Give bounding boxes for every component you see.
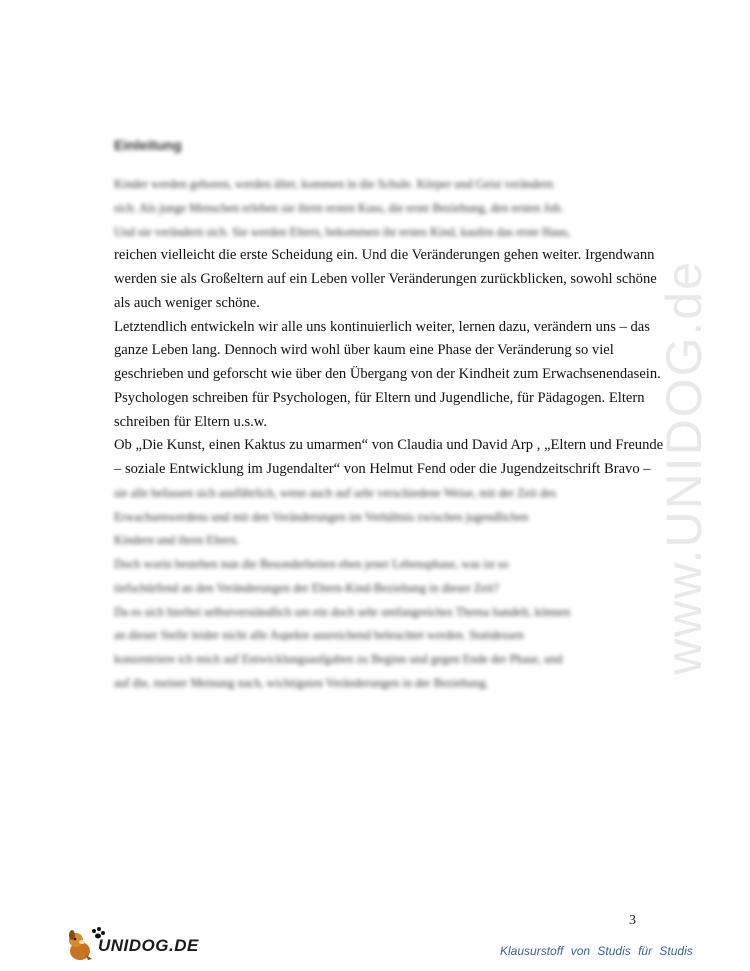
text-line: als auch weniger schöne.	[114, 294, 260, 311]
text-line: sie alle befassen sich ausführlich, wenn auch auf sehr verschiedene Weise, mit der Zeit des	[114, 485, 557, 500]
text-line: Letztendlich entwickeln wir alle uns kontinuierlich weiter, lernen dazu, verändern uns – das	[114, 318, 650, 335]
text-line: tiefschürfend an den Veränderungen der Eltern-Kind-Beziehung in dieser Zeit?	[114, 580, 499, 595]
text-line: Kindern und ihren Eltern.	[114, 533, 240, 548]
text-line: konzentriere ich mich auf Entwicklungsaufgaben zu Beginn und gegen Ende der Phase, und	[114, 652, 563, 666]
text-line: – soziale Entwicklung im Jugendalter“ von Helmut Fend oder die Jugendzeitschrift Bravo –	[114, 461, 651, 477]
text-line: werden sie als Großeltern auf ein Leben voller Veränderungen zurückblicken, sowohl schöne	[114, 271, 657, 287]
text-line: geschrieben und geforscht wie über den Übergang von der Kindheit zum Erwachsenendasein.	[114, 366, 661, 382]
text-line: Psychologen schreiben für Psychologen, für Eltern und Jugendliche, für Pädagogen. Eltern	[114, 389, 645, 406]
text-line: Kinder werden geboren, werden älter, kommen in die Schule. Körper und Geist verändern	[114, 177, 554, 191]
text-line: Ob „Die Kunst, einen Kaktus zu umarmen“ von Claudia und David Arp , „Eltern und Freunde	[114, 437, 664, 454]
text-line: auf die, meiner Meinung nach, wichtigsten Veränderungen in der Beziehung.	[114, 675, 489, 690]
section-heading: Einleitung	[114, 137, 182, 153]
logo-text: UNIDOG.DE	[98, 936, 199, 955]
text-line: Und sie verändern sich. Sie werden Eltern, bekommen ihr erstes Kind, kaufen das erste Haus,	[114, 224, 571, 239]
text-line: Da es sich hierbei selbstverständlich um ein doch sehr umfangreiches Thema handelt, können	[114, 604, 571, 619]
text-line: reichen vielleicht die erste Scheidung ein. Und die Veränderungen gehen weiter. Irgendwann	[114, 247, 655, 264]
text-line: Erwachsenwerdens und mit den Veränderungen im Verhältnis zwischen jugendlichen	[114, 509, 529, 524]
watermark	[655, 255, 715, 675]
text-line: ganze Leben lang. Dennoch wird wohl über kaum eine Phase der Veränderung so viel	[114, 342, 614, 359]
watermark-text: www.UNIDOG.de	[656, 260, 712, 675]
text-line: schreiben für Eltern u.s.w.	[114, 413, 268, 430]
text-line: Doch worin bestehen nun die Besonderheiten eben jener Lebensphase, was ist so	[114, 557, 509, 571]
footer-tagline: Klausurstoff von Studis für Studis	[500, 944, 693, 958]
text-line: sich. Als junge Menschen erleben sie ihren ersten Kuss, die erste Beziehung, den ersten Job.	[114, 200, 564, 215]
page-number: 3	[629, 913, 636, 928]
text-line: an dieser Stelle leider nicht alle Aspekte ausreichend beleuchtet werden. Stattdessen	[114, 628, 524, 643]
